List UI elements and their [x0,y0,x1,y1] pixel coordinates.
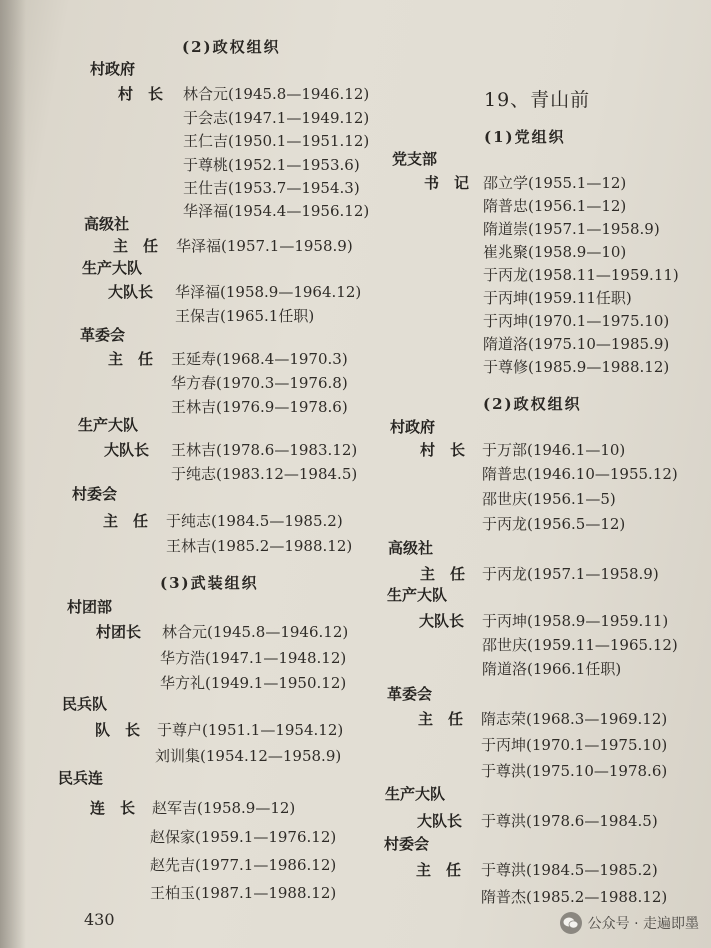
list-item: 于丙坤(1958.9—1959.11) [482,612,669,630]
role-cunzhang: 村 长 [118,85,164,103]
list-item: 邵世庆(1956.1—5) [482,490,616,508]
section-heading-government: (2)政权组织 [182,38,281,56]
list-item: 隋道崇(1957.1—1958.9) [483,220,660,238]
list-item: 于万部(1946.1—10) [482,441,626,459]
list-item: 于纯志(1983.12—1984.5) [171,465,358,483]
list-item: 赵军吉(1958.9—12) [152,799,296,817]
list-item: 林合元(1945.8—1946.12) [162,623,349,641]
list-item: 于丙坤(1970.1—1975.10) [483,312,670,330]
role-zhuren: 主 任 [416,861,462,879]
list-item: 于丙龙(1958.11—1959.11) [483,266,679,284]
list-item: 于尊洪(1975.10—1978.6) [481,762,668,780]
watermark [560,912,699,934]
org-cunzhengfu: 村政府 [390,418,436,436]
list-item: 王林吉(1985.2—1988.12) [166,537,353,555]
list-item: 邵立学(1955.1—12) [483,174,627,192]
watermark-text: 公众号 · 走遍即墨 [587,916,699,932]
list-item: 隋志荣(1968.3—1969.12) [481,710,668,728]
role-zhuren: 主 任 [103,512,149,530]
list-item: 邵世庆(1959.11—1965.12) [482,636,678,654]
role-lianzhang: 连 长 [90,799,136,817]
list-item: 于尊洪(1978.6—1984.5) [481,812,658,830]
list-item: 于尊洪(1984.5—1985.2) [481,861,658,879]
list-item: 王林吉(1976.9—1978.6) [171,398,348,416]
role-zhuren: 主 任 [420,565,466,583]
list-item: 隋普忠(1946.10—1955.12) [482,465,678,483]
list-item: 隋普杰(1985.2—1988.12) [481,888,668,906]
org-cunweihui: 村委会 [384,835,430,853]
list-item: 隋道洛(1975.10—1985.9) [483,335,670,353]
list-item: 华泽福(1954.4—1956.12) [183,202,370,220]
role-cuntuanzhang: 村团长 [96,623,142,641]
list-item: 王延寿(1968.4—1970.3) [171,350,348,368]
role-cunzhang: 村 长 [420,441,466,459]
list-item: 于尊桃(1952.1—1953.6) [183,156,360,174]
list-item: 于尊修(1985.9—1988.12) [483,358,670,376]
list-item: 林合元(1945.8—1946.12) [183,85,370,103]
role-shuji: 书 记 [424,174,470,192]
role-duizhang: 队 长 [95,721,141,739]
list-item: 于尊户(1951.1—1954.12) [157,721,344,739]
org-shengchandadui: 生产大队 [385,785,446,803]
org-shengchandadui: 生产大队 [82,259,143,277]
list-item: 隋普忠(1956.1—12) [483,197,627,215]
list-item: 于丙坤(1959.11任职) [483,289,632,307]
list-item: 于会志(1947.1—1949.12) [183,109,370,127]
list-item: 王仁吉(1950.1—1951.12) [183,132,370,150]
section-heading-party: (1)党组织 [484,128,566,146]
org-minbingdui: 民兵队 [62,695,108,713]
role-zhuren: 主 任 [108,350,154,368]
org-cuntuanbu: 村团部 [67,598,113,616]
list-item: 崔兆聚(1958.9—10) [483,243,627,261]
list-item: 王林吉(1978.6—1983.12) [171,441,358,459]
list-item: 隋道洛(1966.1任职) [482,660,622,678]
list-item: 于纯志(1984.5—1985.2) [166,512,343,530]
page-fold-shadow [0,0,26,948]
role-daduizhang: 大队长 [108,283,154,301]
list-item: 赵保家(1959.1—1976.12) [150,828,337,846]
org-cunweihui: 村委会 [72,485,118,503]
role-daduizhang: 大队长 [419,612,465,630]
org-cunzhengfu: 村政府 [90,60,136,78]
org-gaojishe: 高级社 [388,539,434,557]
org-dangzhibu: 党支部 [392,150,438,168]
section-heading-government: (2)政权组织 [483,395,582,413]
role-zhuren: 主 任 [418,710,464,728]
list-item: 于丙坤(1970.1—1975.10) [481,736,668,754]
list-item: 华方浩(1947.1—1948.12) [160,649,347,667]
role-zhuren: 主 任 [113,237,159,255]
village-heading: 19、青山前 [484,89,591,111]
list-item: 赵先吉(1977.1—1986.12) [150,856,337,874]
list-item: 王柏玉(1987.1—1988.12) [150,884,337,902]
list-item: 刘训集(1954.12—1958.9) [155,747,342,765]
list-item: 于丙龙(1956.5—12) [482,515,626,533]
role-daduizhang: 大队长 [104,441,150,459]
org-shengchandadui: 生产大队 [78,416,139,434]
list-item: 华方礼(1949.1—1950.12) [160,674,347,692]
list-item: 华泽福(1958.9—1964.12) [175,283,362,301]
org-gaojishe: 高级社 [84,215,130,233]
org-minbinglian: 民兵连 [58,769,104,787]
list-item: 于丙龙(1957.1—1958.9) [482,565,659,583]
role-daduizhang: 大队长 [417,812,463,830]
page-number: 430 [84,910,115,929]
list-item: 华泽福(1957.1—1958.9) [176,237,353,255]
org-shengchandadui: 生产大队 [387,586,448,604]
list-item: 华方春(1970.3—1976.8) [171,374,348,392]
org-geweihui: 革委会 [387,685,433,703]
org-geweihui: 革委会 [80,326,126,344]
list-item: 王保吉(1965.1任职) [175,307,315,325]
section-heading-armed: (3)武装组织 [160,574,259,592]
list-item: 王仕吉(1953.7—1954.3) [183,179,360,197]
wechat-logo-icon [560,912,582,934]
